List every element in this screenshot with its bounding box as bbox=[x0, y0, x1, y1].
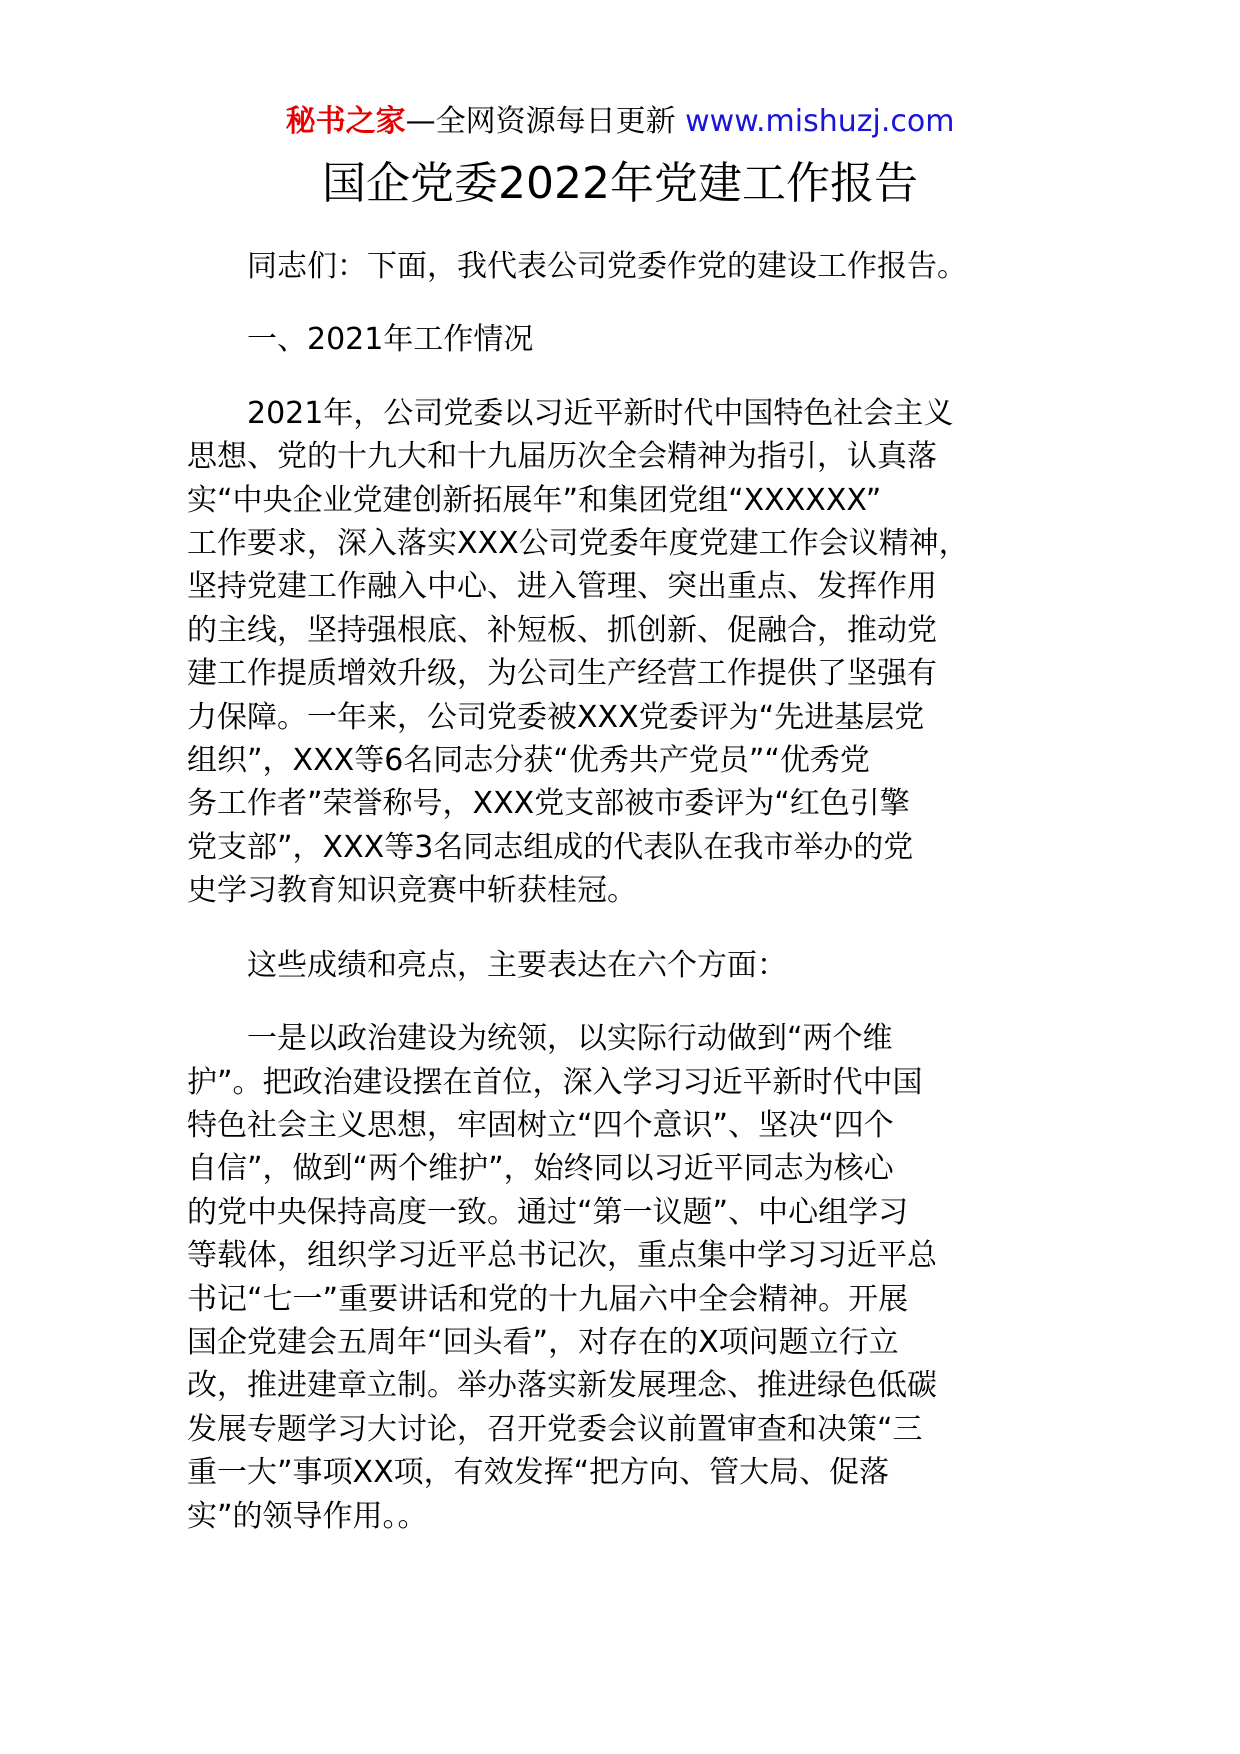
text-line: 思想、党的十九大和十九届历次全会精神为指引，认真落 bbox=[187, 439, 937, 475]
text-line: 的主线，坚持强根底、补短板、抓创新、促融合，推动党 bbox=[187, 612, 937, 648]
header-tagline: —全网资源每日更新 bbox=[405, 104, 676, 139]
site-url-link[interactable]: www.mishuzj.com bbox=[685, 104, 955, 139]
document-body bbox=[187, 245, 1067, 1538]
text-line: 务工作者”荣誉称号，XXX党支部被市委评为“红色引擎 bbox=[187, 786, 910, 822]
text-line: 一、2021年工作情况 bbox=[247, 322, 534, 358]
text-line: 一是以政治建设为统领，以实际行动做到“两个维 bbox=[247, 1021, 893, 1057]
text-line: 书记“七一”重要讲话和党的十九届六中全会精神。开展 bbox=[187, 1281, 909, 1317]
text-line: 特色社会主义思想，牢固树立“四个意识”、坚决“四个 bbox=[187, 1107, 894, 1143]
paragraph-political-building bbox=[187, 1017, 1067, 1538]
text-line: 同志们：下面，我代表公司党委作党的建设工作报告。 bbox=[247, 249, 967, 284]
document-title: 国企党委2022年党建工作报告 bbox=[322, 158, 918, 209]
text-line: 改，推进建章立制。举办落实新发展理念、推进绿色低碳 bbox=[187, 1368, 937, 1404]
paragraph-six-aspects bbox=[187, 944, 1067, 987]
section-heading bbox=[187, 318, 1067, 361]
text-line: 史学习教育知识竞赛中斩获桂冠。 bbox=[187, 873, 637, 909]
paragraph-2021-summary bbox=[187, 392, 1067, 913]
text-line: 实”的领导作用。。 bbox=[187, 1498, 428, 1534]
text-line: 组织”，XXX等6名同志分获“优秀共产党员”“优秀党 bbox=[187, 743, 870, 779]
text-line: 建工作提质增效升级，为公司生产经营工作提供了坚强有 bbox=[187, 656, 937, 692]
text-line: 自信”，做到“两个维护”，始终同以习近平同志为核心 bbox=[187, 1151, 894, 1187]
text-line: 工作要求，深入落实XXX公司党委年度党建工作会议精神， bbox=[187, 526, 969, 562]
paragraph-opening bbox=[187, 245, 1067, 288]
text-line: 国企党建会五周年“回头看”，对存在的X项问题立行立 bbox=[187, 1324, 899, 1360]
text-line: 力保障。一年来，公司党委被XXX党委评为“先进基层党 bbox=[187, 699, 925, 735]
text-line: 重一大”事项XX项，有效发挥“把方向、管大局、促落 bbox=[187, 1455, 890, 1491]
text-line: 这些成绩和亮点，主要表达在六个方面： bbox=[247, 947, 787, 983]
brand-name: 秘书之家 bbox=[285, 104, 406, 139]
text-line: 2021年，公司党委以习近平新时代中国特色社会主义 bbox=[247, 395, 954, 431]
text-line: 发展专题学习大讨论，召开党委会议前置审查和决策“三 bbox=[187, 1411, 923, 1447]
text-line: 的党中央保持高度一致。通过“第一议题”、中心组学习 bbox=[187, 1194, 909, 1230]
site-header bbox=[0, 100, 1240, 144]
text-line: 实“中央企业党建创新拓展年”和集团党组“XXXXXX” bbox=[187, 482, 882, 518]
text-line: 坚持党建工作融入中心、进入管理、突出重点、发挥作用 bbox=[187, 569, 937, 605]
text-line: 护”。把政治建设摆在首位，深入学习习近平新时代中国 bbox=[187, 1064, 923, 1100]
text-line: 党支部”，XXX等3名同志组成的代表队在我市举办的党 bbox=[187, 829, 914, 865]
text-line: 等载体，组织学习近平总书记次，重点集中学习习近平总 bbox=[187, 1238, 937, 1274]
